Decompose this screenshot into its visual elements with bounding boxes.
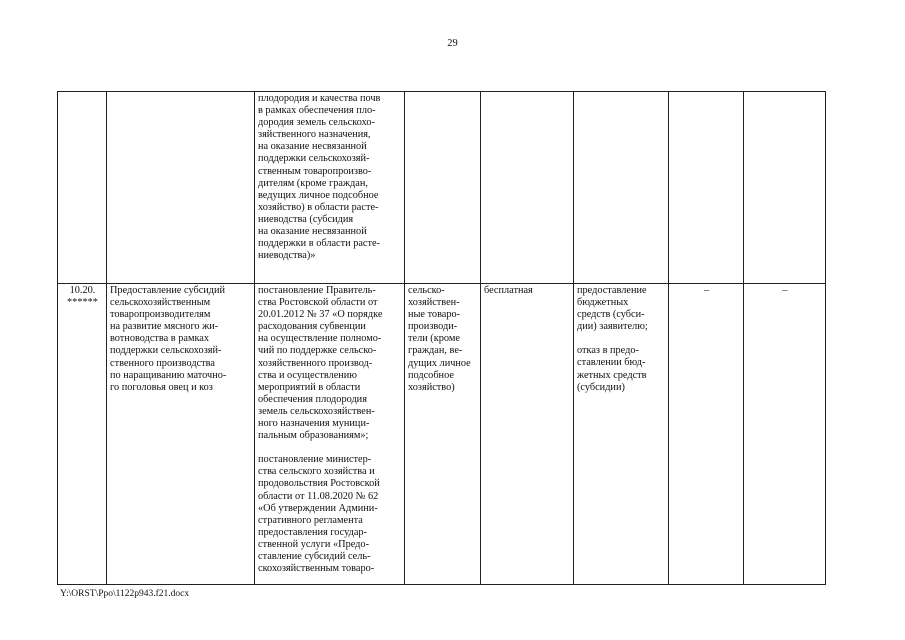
text-line: подсобное [408,369,454,381]
text-line: (субсидии) [577,381,625,393]
text-line: на оказание несвязанной [258,226,367,238]
cell-col8: – [669,284,744,585]
text-line: ные товаро- [408,309,461,321]
cell-recipients [405,92,481,284]
text-line: по наращиванию маточно- [110,369,227,381]
cell-result [574,284,669,585]
text-line: стративного регламента [258,514,363,526]
text-line: го поголовья овец и коз [110,381,213,393]
cell-service [107,284,255,585]
text-line: ства сельского хозяйства и [258,466,375,478]
text-line: зяйственного назначения, [258,129,371,141]
text-line: хозяйство) [408,381,455,393]
text-line: тели (кроме [408,333,460,345]
text-line: средств (субси- [577,309,645,321]
text-line: ставлении бюд- [577,357,646,369]
text-line: хозяйственного производ- [258,357,373,369]
text-line: ственной услуги «Предо- [258,538,369,550]
text-line: 10.20. [69,285,96,296]
text-line: скохозяйственным товаро- [258,563,375,575]
cell-basis [255,284,405,585]
text-line: предоставления государ- [258,526,367,538]
text-line: дущих личное [408,357,471,369]
text-line: области от 11.08.2020 № 62 [258,490,379,502]
text-line: 20.01.2012 № 37 «О порядке [258,309,383,321]
text-line: ниеводства)» [258,250,316,262]
text-line: обеспечения плодородия [258,393,367,405]
text-line: хозяйство) в области расте- [258,201,379,213]
cell-col9: – [744,284,826,585]
cell-number [58,284,107,585]
text-line: предоставление [577,285,647,296]
text-line: производи- [408,321,458,333]
text-line: бесплатная [484,285,533,296]
cell-payment [481,92,574,284]
text-line: сельскохозяйственным [110,297,211,309]
text-line: товаропроизводителям [110,309,211,321]
text-line: ниеводства (субсидия [258,213,354,225]
text-line: сельско- [408,285,445,296]
text-line: хозяйствен- [408,297,460,309]
cell-col9 [744,92,826,284]
text-line: на развитие мясного жи- [110,321,219,333]
text-line: плодородия и качества почв [258,93,381,104]
text-line: бюджетных [577,297,629,309]
text-line: «Об утверждении Админи- [258,502,378,514]
text-line: дии) заявителю; [577,321,648,333]
basis-part-2 [258,454,402,575]
text-line: постановление Правитель- [258,285,376,296]
basis-part-1 [258,285,402,442]
text-line: земель сельскохозяйствен- [258,405,375,417]
cell-col8 [669,92,744,284]
cell-payment [481,284,574,585]
cell-service [107,92,255,284]
text-line: ства и осуществлению [258,369,357,381]
text-line: поддержки сельскохозяй- [258,153,370,165]
text-line: чий по поддержке сельско- [258,345,377,357]
result-part-1 [577,285,666,333]
text-line: расходования субвенции [258,321,366,333]
text-line: граждан, ве- [408,345,463,357]
text-line: ственного производства [110,357,215,369]
page-number: 29 [447,38,458,49]
text-line: ственным товаропроизво- [258,165,372,177]
text-line: ства Ростовской области от [258,297,378,309]
cell-recipients [405,284,481,585]
text-line: вотноводства в рамках [110,333,210,345]
cell-number [58,92,107,284]
text-line: дородия земель сельскохо- [258,117,375,129]
text-line: ставление субсидий сель- [258,550,371,562]
text-line: отказ в предо- [577,345,639,357]
text-line: дителям (кроме граждан, [258,177,368,189]
services-table [57,91,826,585]
text-line: продовольствия Ростовской [258,478,380,490]
text-line: поддержки в области расте- [258,238,380,250]
text-line: ****** [67,297,98,309]
text-line: в рамках обеспечения пло- [258,105,376,117]
text-line: мероприятий в области [258,381,361,393]
table-row [58,284,826,585]
text-line: на осуществление полномо- [258,333,382,345]
cell-result [574,92,669,284]
cell-basis [255,92,405,284]
file-path-footer: Y:\ORST\Ppo\1122p943.f21.docx [60,589,190,599]
text-line: жетных средств [577,369,647,381]
text-line: пальным образованиям»; [258,430,369,442]
text-line: ведущих личное подсобное [258,189,379,201]
text-line: Предоставление субсидий [110,285,226,296]
text-line: поддержки сельскохозяй- [110,345,222,357]
text-line: постановление министер- [258,454,372,466]
text-line: на оказание несвязанной [258,141,367,153]
text-line: ного назначения муници- [258,418,370,430]
table-row [58,92,826,284]
result-part-2 [577,345,666,393]
